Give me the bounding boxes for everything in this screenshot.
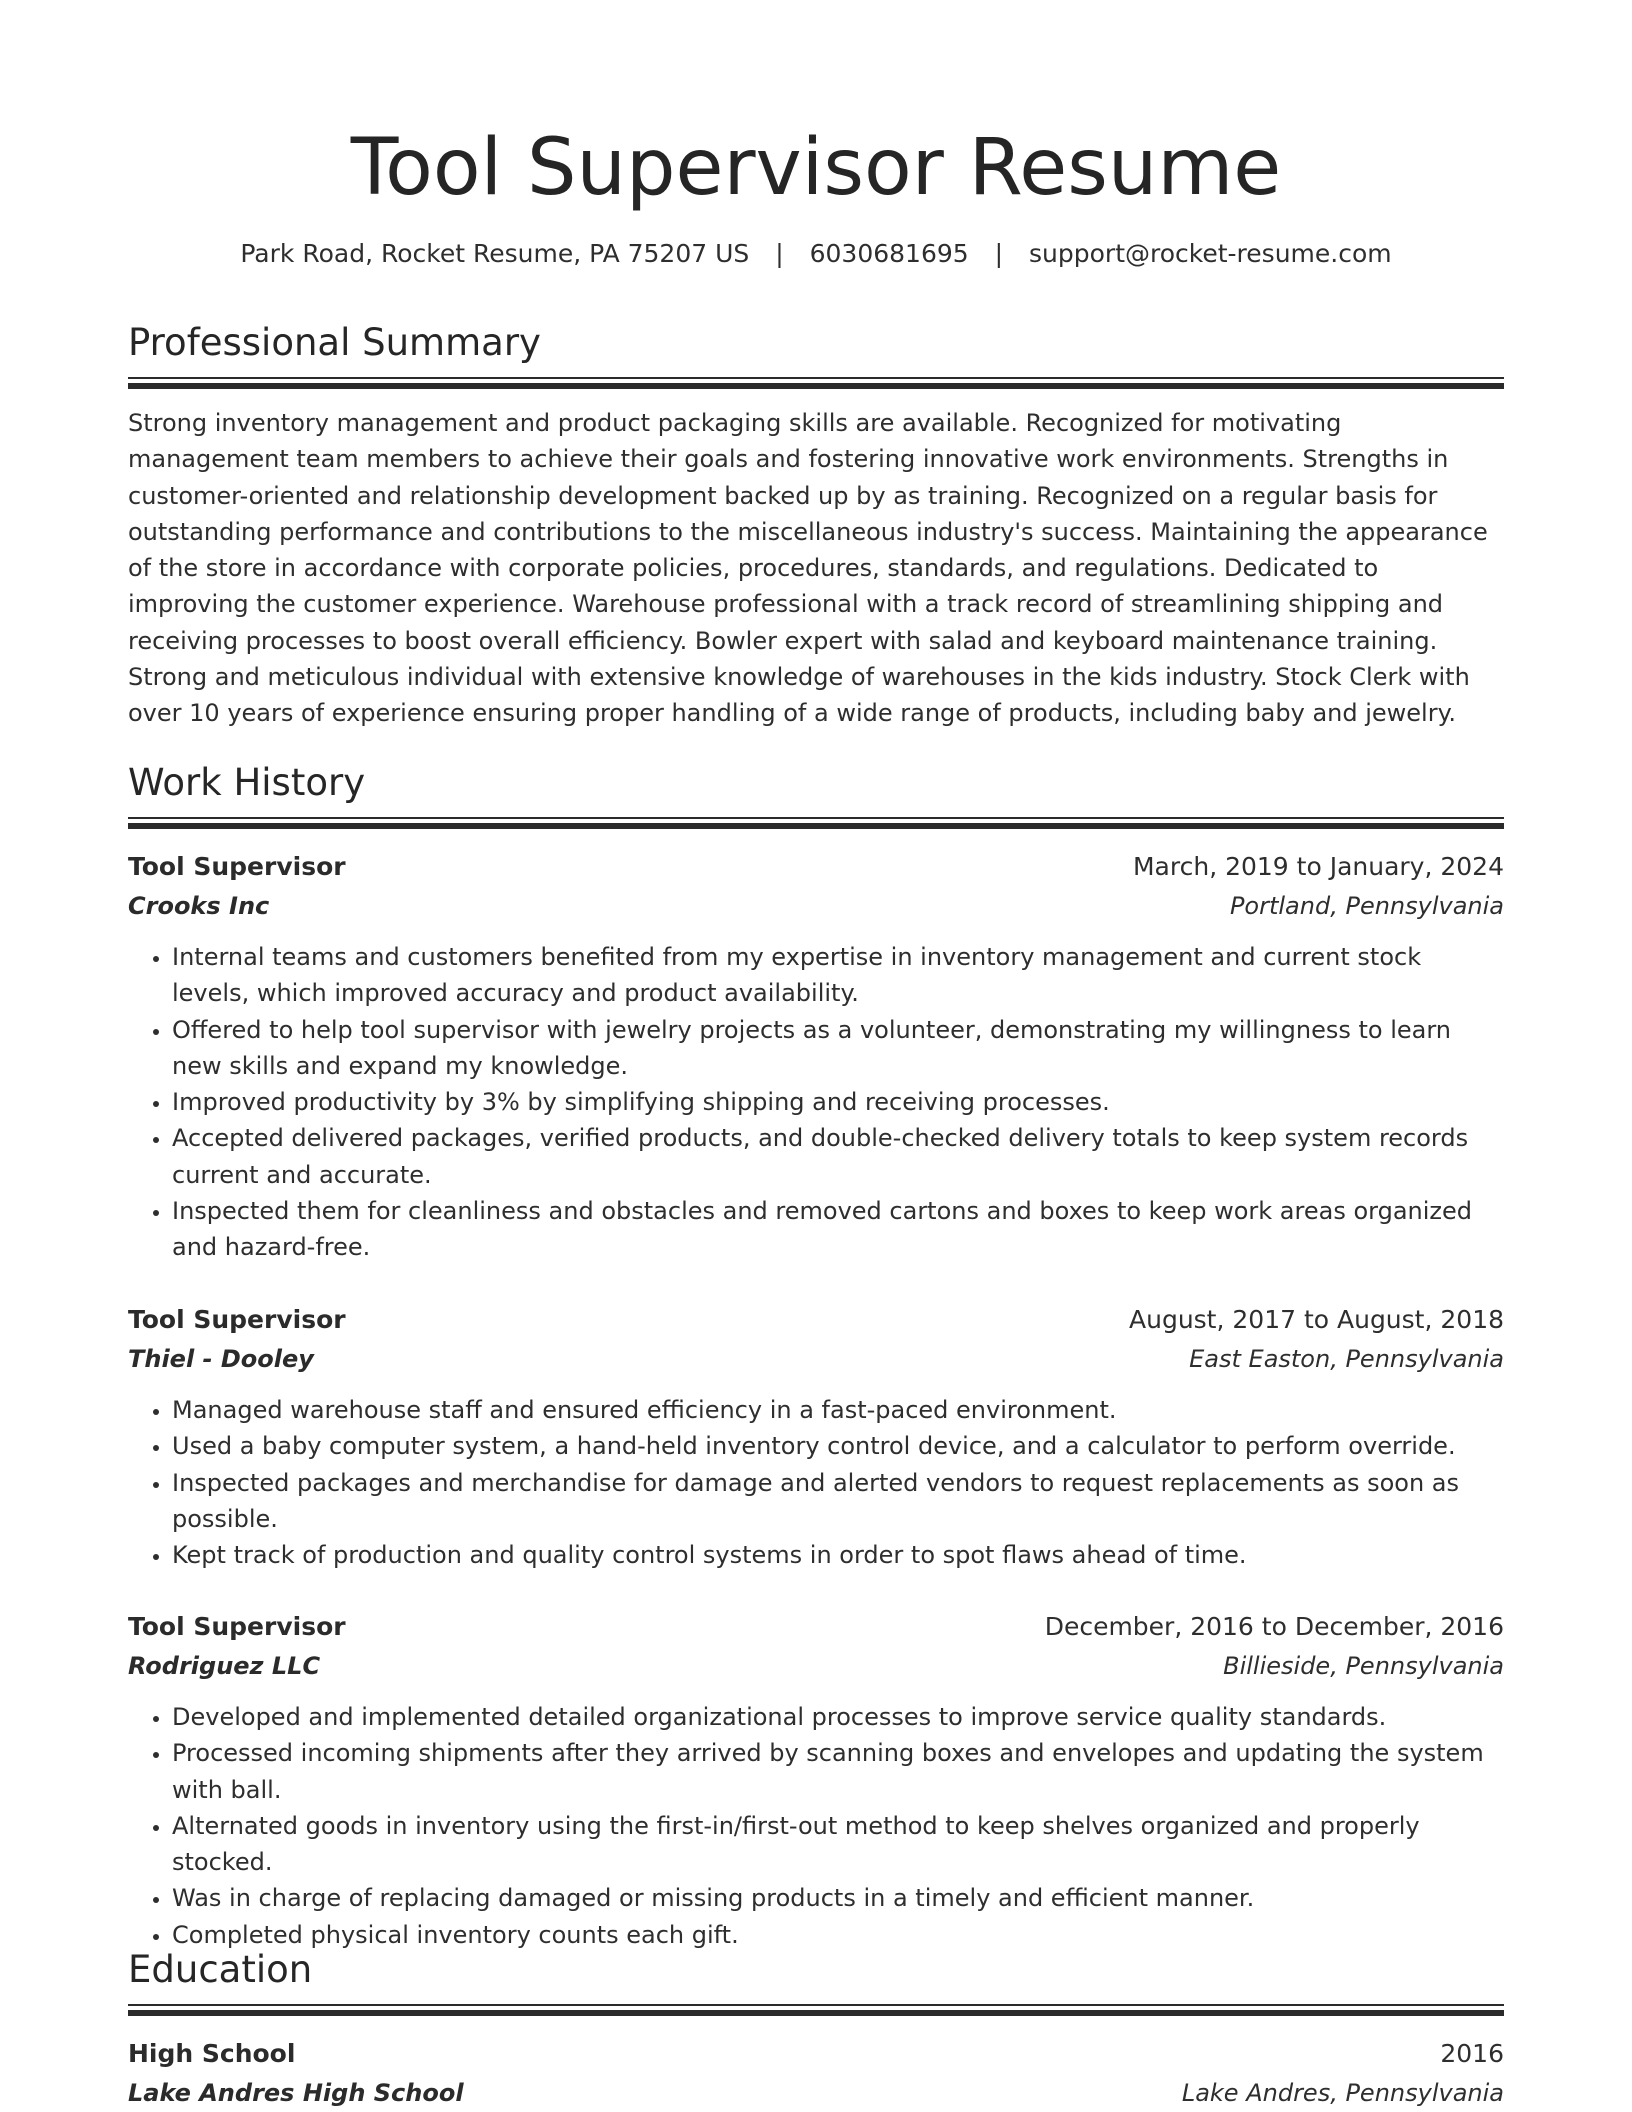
job-bullet: • Accepted delivered packages, verified products, and double-checked delivery totals to keep system records current and accurate. [172,1120,1504,1193]
job-company: Crooks Inc [128,892,270,920]
job-bullet: • Developed and implemented detailed organizational processes to improve service quality standards. [172,1699,1504,1735]
contact-email: support@rocket-resume.com [1029,239,1392,268]
job-title: Tool Supervisor [128,1612,346,1641]
education-degree: High School [128,2039,296,2068]
education-entry [128,2034,1504,2112]
section-divider [128,2004,1504,2016]
job-bullet: • Processed incoming shipments after they arrived by scanning boxes and envelopes and updating the system with ball. [172,1735,1504,1808]
section-divider [128,377,1504,389]
job-bullet: • Kept track of production and quality control systems in order to spot flaws ahead of time. [172,1537,1504,1573]
job-company: Rodriguez LLC [128,1652,321,1680]
section-title-summary: Professional Summary [128,321,541,364]
job-bullet-list [128,939,1504,1266]
job-bullet-list [128,1699,1504,1953]
summary-text: Strong inventory management and product packaging skills are available. Recognized for motivating management team members to achieve their goals and fostering innovative work environments. Strengths in customer-oriented and relationship development backed up by as training. Recognized on a regular basis for outstanding performance and contributions to the miscellaneous industry's success. Maintaining the appearance of the store in accordance with corporate policies, procedures, standards, and regulations. Dedicated to improving the customer experience. Warehouse professional with a track record of streamlining shipping and receiving processes to boost overall efficiency. Bowler expert with salad and keyboard maintenance training. Strong and meticulous individual with extensive knowledge of warehouses in the kids industry. Stock Clerk with over 10 years of experience ensuring proper handling of a wide range of products, including baby and jewelry. [128,409,1488,728]
job-entry [128,1607,1504,1953]
section-divider [128,817,1504,829]
contact-address: Park Road, Rocket Resume, PA 75207 US [240,239,750,268]
contact-phone: 6030681695 [809,239,969,268]
job-entry [128,847,1504,1266]
job-bullet: • Internal teams and customers benefited from my expertise in inventory management and current stock levels, which improved accuracy and product availability. [172,939,1504,1012]
job-bullet: • Inspected them for cleanliness and obstacles and removed cartons and boxes to keep work areas organized and hazard-free. [172,1193,1504,1266]
contact-separator: | [994,239,1004,268]
job-bullet: • Improved productivity by 3% by simplifying shipping and receiving processes. [172,1084,1504,1120]
job-bullet: • Inspected packages and merchandise for damage and alerted vendors to request replacements as soon as possible. [172,1465,1504,1538]
job-company: Thiel - Dooley [128,1345,314,1373]
job-title: Tool Supervisor [128,852,346,881]
job-dates: March, 2019 to January, 2024 [1132,852,1504,881]
education-school: Lake Andres High School [128,2079,464,2107]
job-bullet: • Completed physical inventory counts each gift. [172,1917,1504,1953]
section-title-work-history: Work History [128,761,366,804]
job-location: Billieside, Pennsylvania [1223,1652,1504,1680]
job-location: Portland, Pennsylvania [1229,892,1504,920]
job-entry [128,1300,1504,1573]
job-dates: December, 2016 to December, 2016 [1044,1612,1504,1641]
job-bullet: • Alternated goods in inventory using the first-in/first-out method to keep shelves organized and properly stocked. [172,1808,1504,1881]
job-bullet: • Used a baby computer system, a hand-held inventory control device, and a calculator to perform override. [172,1428,1504,1464]
job-bullet: • Managed warehouse staff and ensured efficiency in a fast-paced environment. [172,1392,1504,1428]
contact-separator: | [775,239,784,268]
contact-line [128,236,1504,272]
job-location: East Easton, Pennsylvania [1189,1345,1504,1373]
education-year: 2016 [1440,2039,1504,2068]
job-title: Tool Supervisor [128,1305,346,1334]
section-title-education: Education [128,1948,313,1991]
job-bullet: • Was in charge of replacing damaged or missing products in a timely and efficient manner. [172,1880,1504,1916]
job-bullet-list [128,1392,1504,1573]
education-location: Lake Andres, Pennsylvania [1181,2079,1504,2107]
job-bullet: • Offered to help tool supervisor with jewelry projects as a volunteer, demonstrating my willingness to learn new skills and expand my knowledge. [172,1012,1504,1085]
resume-name: Tool Supervisor Resume [350,123,1282,213]
job-dates: August, 2017 to August, 2018 [1129,1305,1504,1334]
